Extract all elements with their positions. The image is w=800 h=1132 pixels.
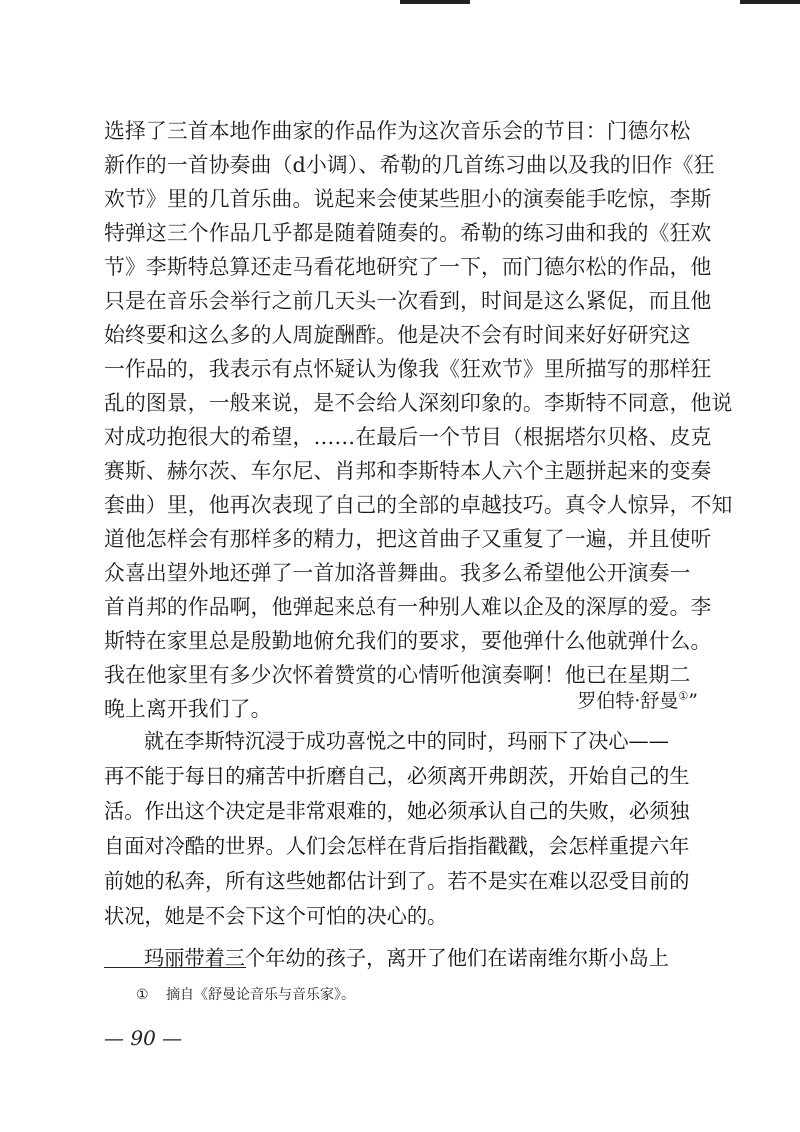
letter-line: 众喜出望外地还弹了一首加洛普舞曲。我多么希望他公开演奏一 bbox=[104, 561, 691, 585]
footnote-reference: ① bbox=[678, 689, 689, 703]
letter-line: 斯特在家里总是殷勤地俯允我们的要求，要他弹什么他就弹什么。 bbox=[104, 629, 712, 653]
paragraph-line: 状况，她是不会下这个可怕的决心的。 bbox=[104, 904, 448, 928]
scan-edge-mark bbox=[400, 0, 470, 4]
footnote-text: 摘自《舒曼论音乐与音乐家》。 bbox=[166, 987, 355, 1003]
paragraph-line: 就在李斯特沉浸于成功喜悦之中的同时，玛丽下了决心—— bbox=[144, 729, 669, 753]
letter-line: 首肖邦的作品啊，他弹起来总有一种别人难以企及的深厚的爱。李 bbox=[104, 595, 712, 619]
letter-line: 特弹这三个作品几乎都是随着随奏的。希勒的练习曲和我的《狂欢 bbox=[104, 221, 712, 245]
paragraph-line: 再不能于每日的痛苦中折磨自己，必须离开弗朗茨，开始自己的生 bbox=[104, 764, 690, 788]
letter-line: 晚上离开我们了。 bbox=[104, 697, 272, 721]
footnote-marker: ① bbox=[136, 987, 149, 1003]
scan-edge-mark bbox=[740, 0, 800, 4]
letter-line: 一作品的，我表示有点怀疑认为像我《狂欢节》里所描写的那样狂 bbox=[104, 357, 712, 381]
letter-line: 只是在音乐会举行之前几天头一次看到，时间是这么紧促，而且他 bbox=[104, 289, 712, 313]
letter-line: 选择了三首本地作曲家的作品作为这次音乐会的节目：门德尔松 bbox=[104, 119, 691, 143]
paragraph-line: 活。作出这个决定是非常艰难的，她必须承认自己的失败，必须独 bbox=[104, 799, 690, 823]
letter-line: 节》李斯特总算还走马看花地研究了一下，而门德尔松的作品，他 bbox=[104, 255, 712, 279]
paragraph-line: 自面对冷酷的世界。人们会怎样在背后指指戳戳，会怎样重提六年 bbox=[104, 834, 690, 858]
paragraph-line: 前她的私奔，所有这些她都估计到了。若不是实在难以忍受目前的 bbox=[104, 869, 690, 893]
letter-line: 道他怎样会有那样多的精力，把这首曲子又重复了一遍，并且使听 bbox=[104, 527, 712, 551]
footnote bbox=[136, 984, 355, 1006]
quoted-letter bbox=[104, 114, 733, 726]
letter-line: 新作的一首协奏曲（d小调）、希勒的几首练习曲以及我的旧作《狂 bbox=[104, 153, 715, 177]
letter-line: 始终要和这么多的人周旋酬酢。他是决不会有时间来好好研究这 bbox=[104, 323, 691, 347]
footnote-divider bbox=[104, 967, 246, 968]
closing-quote: ” bbox=[688, 690, 698, 712]
letter-line: 我在他家里有多少次怀着赞赏的心情听他演奏啊！他已在星期二 bbox=[104, 663, 691, 687]
letter-line: 欢节》里的几首乐曲。说起来会使某些胆小的演奏能手吃惊，李斯 bbox=[104, 187, 712, 211]
narrative-body bbox=[104, 724, 698, 976]
letter-signature bbox=[480, 686, 698, 716]
letter-line: 对成功抱很大的希望，……在最后一个节目（根据塔尔贝格、皮克 bbox=[104, 425, 712, 449]
letter-line: 套曲）里，他再次表现了自己的全部的卓越技巧。真令人惊异，不知 bbox=[104, 493, 733, 517]
signature-name: 罗伯特·舒曼 bbox=[577, 690, 679, 712]
letter-line: 乱的图景，一般来说，是不会给人深刻印象的。李斯特不同意，他说 bbox=[104, 391, 733, 415]
letter-line: 赛斯、赫尔茨、车尔尼、肖邦和李斯特本人六个主题拼起来的变奏 bbox=[104, 459, 712, 483]
paragraph-line: 玛丽带着三个年幼的孩子，离开了他们在诺南维尔斯小岛上 bbox=[144, 946, 669, 970]
page-number: — 90 — bbox=[104, 1026, 183, 1050]
